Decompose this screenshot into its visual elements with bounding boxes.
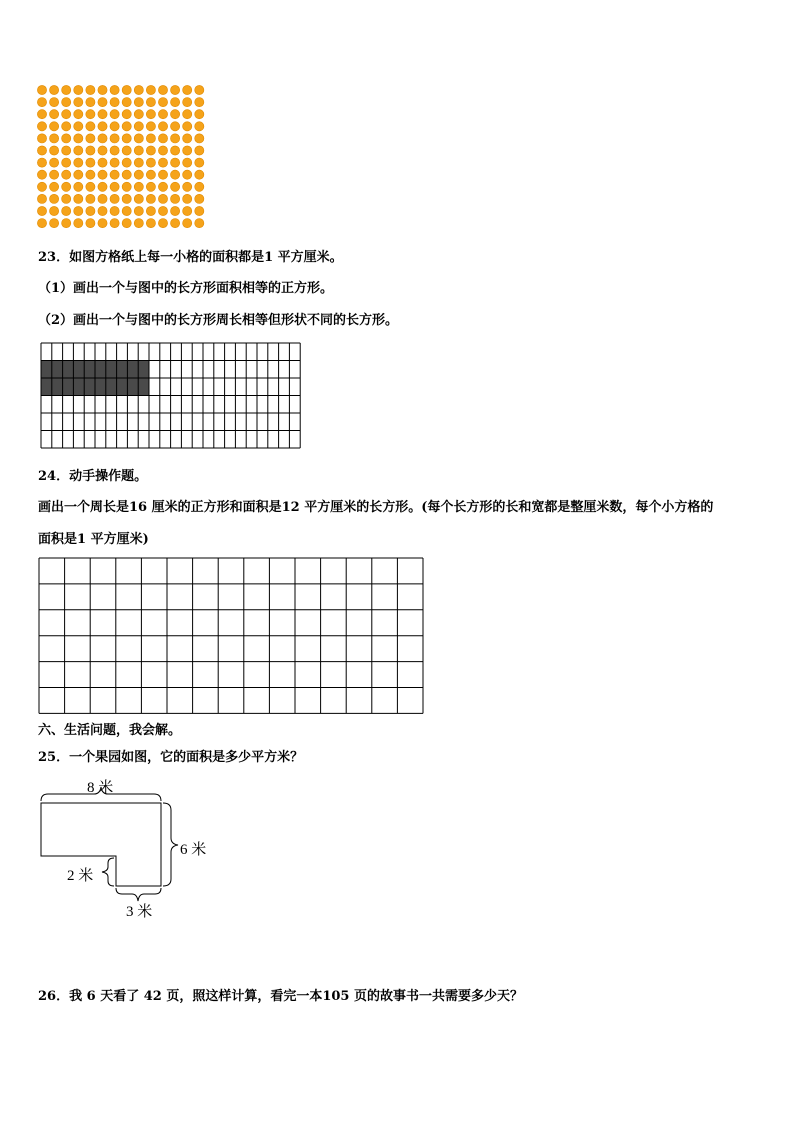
q25-title: 25．一个果园如图，它的面积是多少平方米？: [38, 750, 304, 765]
q24-title: 24．动手操作题。: [38, 469, 148, 484]
q23-title: 23．如图方格纸上每一小格的面积都是1 平方厘米。: [38, 250, 343, 265]
section-6-heading: 六、生活问题，我会解。: [38, 723, 182, 738]
q26-title: 26．我 6 天看了 42 页，照这样计算，看完一本105 页的故事书一共需要多少天？: [38, 989, 523, 1004]
q24-instruction-line1: 画出一个周长是16 厘米的正方形和面积是12 平方厘米的长方形。(每个长方形的长和宽都是整厘米数，每个小方格的: [38, 500, 714, 515]
label-bottom-3m: 3 米: [126, 904, 153, 920]
q23-part1: （1）画出一个与图中的长方形面积相等的正方形。: [38, 281, 334, 296]
label-left-2m: 2 米: [67, 868, 94, 884]
q23-part2: （2）画出一个与图中的长方形周长相等但形状不同的长方形。: [38, 313, 399, 328]
orchard-outline: [41, 803, 161, 886]
label-top-8m: 8 米: [87, 780, 114, 796]
brace-left: [102, 858, 114, 886]
q24-instruction-line2: 面积是1 平方厘米): [38, 532, 149, 547]
brace-right: [163, 803, 178, 886]
label-right-6m: 6 米: [180, 842, 207, 858]
